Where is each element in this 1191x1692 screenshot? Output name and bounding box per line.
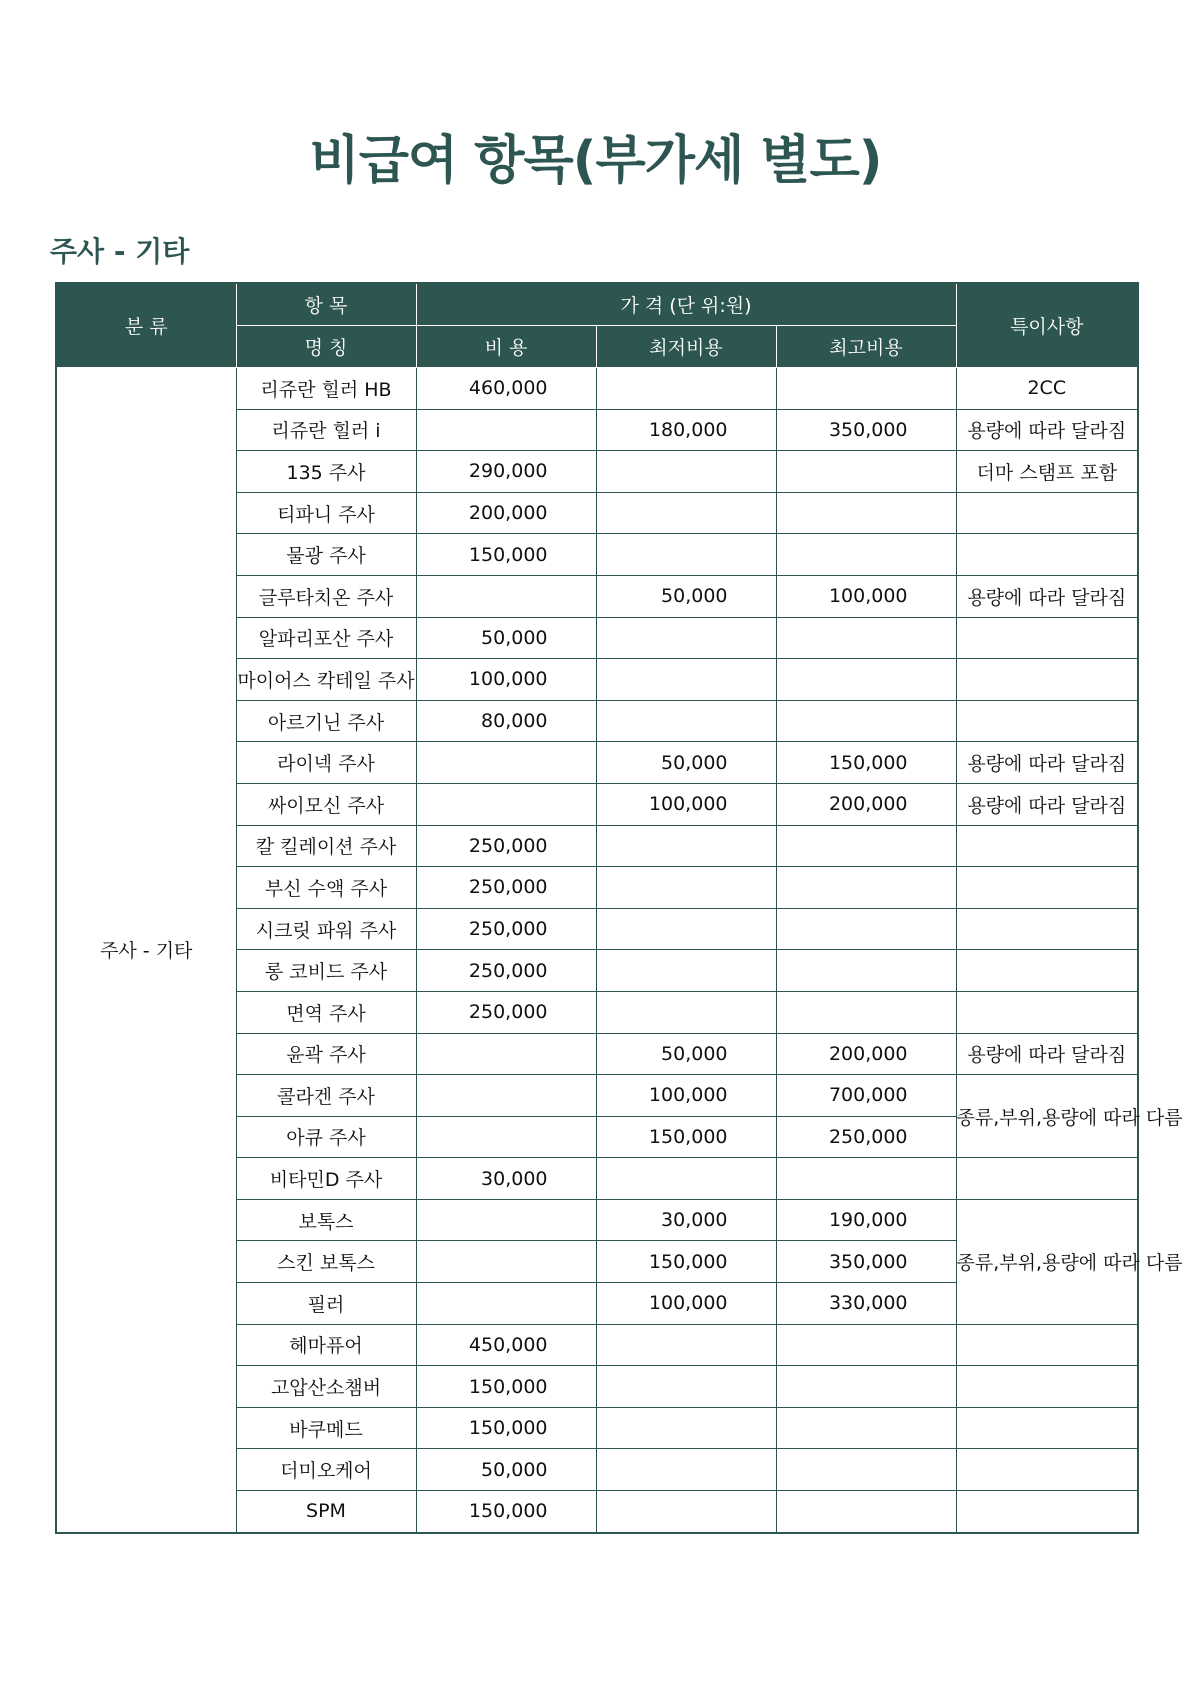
max-cost-cell — [776, 1491, 956, 1533]
note-cell — [956, 1449, 1138, 1491]
item-name-cell: 비타민D 주사 — [236, 1158, 416, 1200]
note-cell: 용량에 따라 달라짐 — [956, 742, 1138, 784]
category-cell: 주사 - 기타 — [56, 368, 236, 1533]
min-cost-cell: 100,000 — [596, 783, 776, 825]
max-cost-cell — [776, 1324, 956, 1366]
max-cost-cell — [776, 659, 956, 701]
max-cost-cell: 200,000 — [776, 783, 956, 825]
max-cost-cell — [776, 1158, 956, 1200]
item-name-cell: 아큐 주사 — [236, 1116, 416, 1158]
note-cell — [956, 991, 1138, 1033]
max-cost-cell — [776, 1449, 956, 1491]
cost-cell: 450,000 — [416, 1324, 596, 1366]
cost-cell: 290,000 — [416, 451, 596, 493]
note-cell: 종류,부위,용량에 따라 다름 — [956, 1075, 1138, 1158]
max-cost-cell — [776, 867, 956, 909]
cost-cell — [416, 1283, 596, 1325]
min-cost-cell — [596, 1366, 776, 1408]
cost-cell — [416, 1075, 596, 1117]
item-name-cell: 고압산소챔버 — [236, 1366, 416, 1408]
header-notes: 특이사항 — [956, 283, 1138, 368]
item-name-cell: 필러 — [236, 1283, 416, 1325]
max-cost-cell — [776, 492, 956, 534]
min-cost-cell — [596, 867, 776, 909]
max-cost-cell — [776, 950, 956, 992]
note-cell — [956, 908, 1138, 950]
note-cell — [956, 867, 1138, 909]
max-cost-cell — [776, 534, 956, 576]
section-heading: 주사 - 기타 — [50, 235, 190, 268]
item-name-cell: 더미오케어 — [236, 1449, 416, 1491]
min-cost-cell — [596, 950, 776, 992]
min-cost-cell — [596, 617, 776, 659]
max-cost-cell: 700,000 — [776, 1075, 956, 1117]
table-row — [56, 368, 1138, 410]
min-cost-cell: 50,000 — [596, 742, 776, 784]
cost-cell: 460,000 — [416, 368, 596, 410]
cost-cell: 250,000 — [416, 991, 596, 1033]
max-cost-cell: 200,000 — [776, 1033, 956, 1075]
note-cell: 용량에 따라 달라짐 — [956, 575, 1138, 617]
cost-cell: 100,000 — [416, 659, 596, 701]
min-cost-cell — [596, 1407, 776, 1449]
item-name-cell: 라이넥 주사 — [236, 742, 416, 784]
item-name-cell: 알파리포산 주사 — [236, 617, 416, 659]
header-cost: 비 용 — [416, 326, 596, 368]
max-cost-cell — [776, 908, 956, 950]
cost-cell: 250,000 — [416, 908, 596, 950]
item-name-cell: 리쥬란 힐러 HB — [236, 368, 416, 410]
cost-cell: 250,000 — [416, 825, 596, 867]
note-cell — [956, 825, 1138, 867]
min-cost-cell — [596, 368, 776, 410]
max-cost-cell — [776, 825, 956, 867]
item-name-cell: 마이어스 칵테일 주사 — [236, 659, 416, 701]
cost-cell: 80,000 — [416, 700, 596, 742]
min-cost-cell — [596, 1158, 776, 1200]
price-table — [55, 282, 1183, 1534]
max-cost-cell — [776, 991, 956, 1033]
min-cost-cell — [596, 700, 776, 742]
max-cost-cell: 350,000 — [776, 409, 956, 451]
note-cell — [956, 1491, 1138, 1533]
header-min-cost: 최저비용 — [596, 326, 776, 368]
min-cost-cell: 180,000 — [596, 409, 776, 451]
cost-cell — [416, 742, 596, 784]
max-cost-cell — [776, 1407, 956, 1449]
table-body — [56, 368, 1183, 1533]
header-name: 명 칭 — [236, 326, 416, 368]
cost-cell: 150,000 — [416, 534, 596, 576]
max-cost-cell — [776, 368, 956, 410]
min-cost-cell — [596, 1449, 776, 1491]
min-cost-cell: 150,000 — [596, 1116, 776, 1158]
max-cost-cell — [776, 1366, 956, 1408]
max-cost-cell — [776, 451, 956, 493]
cost-cell — [416, 1033, 596, 1075]
note-cell — [956, 700, 1138, 742]
note-cell: 용량에 따라 달라짐 — [956, 783, 1138, 825]
max-cost-cell — [776, 700, 956, 742]
cost-cell: 50,000 — [416, 1449, 596, 1491]
note-cell — [956, 1407, 1138, 1449]
cost-cell: 250,000 — [416, 950, 596, 992]
cost-cell: 200,000 — [416, 492, 596, 534]
note-cell: 더마 스탬프 포함 — [956, 451, 1138, 493]
header-row-1 — [56, 283, 1138, 326]
min-cost-cell — [596, 825, 776, 867]
min-cost-cell: 100,000 — [596, 1283, 776, 1325]
min-cost-cell: 150,000 — [596, 1241, 776, 1283]
item-name-cell: 헤마퓨어 — [236, 1324, 416, 1366]
min-cost-cell — [596, 534, 776, 576]
item-name-cell: 면역 주사 — [236, 991, 416, 1033]
item-name-cell: 135 주사 — [236, 451, 416, 493]
item-name-cell: SPM — [236, 1491, 416, 1533]
max-cost-cell: 190,000 — [776, 1199, 956, 1241]
note-cell — [956, 659, 1138, 701]
header-category: 분 류 — [56, 283, 236, 368]
min-cost-cell — [596, 492, 776, 534]
header-max-cost: 최고비용 — [776, 326, 956, 368]
item-name-cell: 보톡스 — [236, 1199, 416, 1241]
note-cell: 종류,부위,용량에 따라 다름 — [956, 1199, 1138, 1324]
min-cost-cell — [596, 451, 776, 493]
cost-cell — [416, 575, 596, 617]
max-cost-cell: 100,000 — [776, 575, 956, 617]
item-name-cell: 바쿠메드 — [236, 1407, 416, 1449]
note-cell — [956, 492, 1138, 534]
min-cost-cell — [596, 1324, 776, 1366]
cost-cell: 150,000 — [416, 1366, 596, 1408]
min-cost-cell: 30,000 — [596, 1199, 776, 1241]
max-cost-cell: 330,000 — [776, 1283, 956, 1325]
note-cell: 용량에 따라 달라짐 — [956, 409, 1138, 451]
note-cell — [956, 534, 1138, 576]
header-price-group: 가 격 (단 위:원) — [416, 283, 956, 326]
item-name-cell: 시크릿 파워 주사 — [236, 908, 416, 950]
note-cell: 용량에 따라 달라짐 — [956, 1033, 1138, 1075]
max-cost-cell: 250,000 — [776, 1116, 956, 1158]
cost-cell: 150,000 — [416, 1491, 596, 1533]
item-name-cell: 물광 주사 — [236, 534, 416, 576]
cost-cell — [416, 409, 596, 451]
note-cell — [956, 1366, 1138, 1408]
cost-cell: 30,000 — [416, 1158, 596, 1200]
item-name-cell: 윤곽 주사 — [236, 1033, 416, 1075]
min-cost-cell: 50,000 — [596, 1033, 776, 1075]
cost-cell: 250,000 — [416, 867, 596, 909]
note-cell — [956, 1324, 1138, 1366]
item-name-cell: 리쥬란 힐러 i — [236, 409, 416, 451]
max-cost-cell: 350,000 — [776, 1241, 956, 1283]
cost-cell — [416, 1199, 596, 1241]
note-cell — [956, 617, 1138, 659]
note-cell: 2CC — [956, 368, 1138, 410]
max-cost-cell: 150,000 — [776, 742, 956, 784]
cost-cell — [416, 1116, 596, 1158]
cost-cell: 50,000 — [416, 617, 596, 659]
page-title: 비급여 항목(부가세 별도) — [309, 131, 882, 191]
cost-cell — [416, 783, 596, 825]
max-cost-cell — [776, 617, 956, 659]
item-name-cell: 스킨 보톡스 — [236, 1241, 416, 1283]
min-cost-cell: 100,000 — [596, 1075, 776, 1117]
note-cell — [956, 950, 1138, 992]
min-cost-cell — [596, 991, 776, 1033]
min-cost-cell — [596, 1491, 776, 1533]
note-cell — [956, 1158, 1138, 1200]
cost-cell: 150,000 — [416, 1407, 596, 1449]
header-item: 항 목 — [236, 283, 416, 326]
item-name-cell: 싸이모신 주사 — [236, 783, 416, 825]
min-cost-cell — [596, 659, 776, 701]
cost-cell — [416, 1241, 596, 1283]
min-cost-cell — [596, 908, 776, 950]
min-cost-cell: 50,000 — [596, 575, 776, 617]
item-name-cell: 아르기닌 주사 — [236, 700, 416, 742]
item-name-cell: 글루타치온 주사 — [236, 575, 416, 617]
item-name-cell: 칼 킬레이션 주사 — [236, 825, 416, 867]
item-name-cell: 콜라겐 주사 — [236, 1075, 416, 1117]
item-name-cell: 롱 코비드 주사 — [236, 950, 416, 992]
item-name-cell: 부신 수액 주사 — [236, 867, 416, 909]
item-name-cell: 티파니 주사 — [236, 492, 416, 534]
